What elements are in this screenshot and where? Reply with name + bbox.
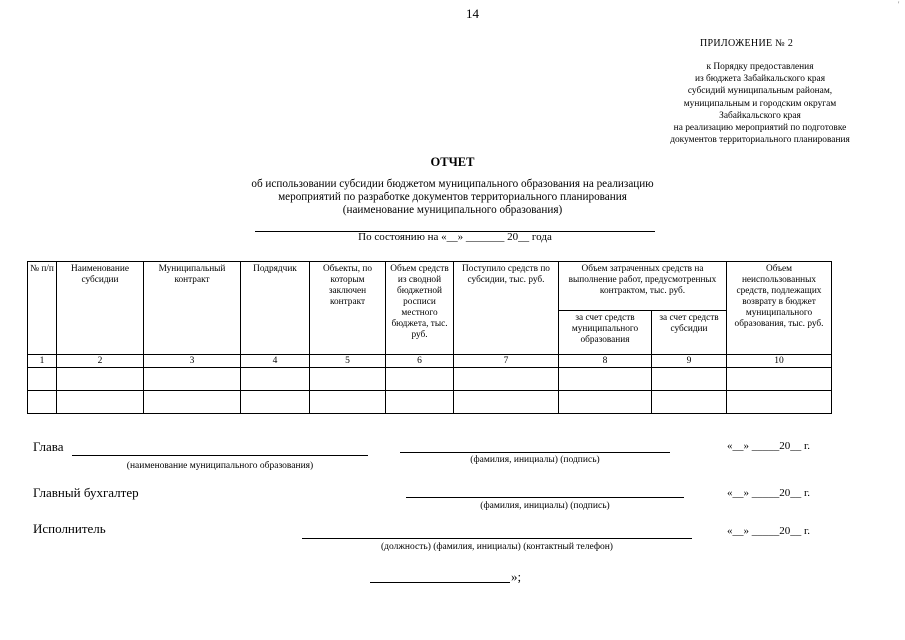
column-number-row <box>28 355 832 368</box>
header-unused: Объем неиспользованных средств, подлежащих возврату в бюджет муниципального образования, тыс. руб. <box>727 262 832 355</box>
header-contract: Муниципальный контракт <box>144 262 241 355</box>
reference-line: Забайкальского края <box>719 110 801 121</box>
subtitle-line: об использовании субсидии бюджетом муниципального образования на реализацию <box>251 178 654 190</box>
head-label: Глава <box>33 439 64 454</box>
column-number: 1 <box>28 355 57 368</box>
column-number: 3 <box>144 355 241 368</box>
reference-line: из бюджета Забайкальского края <box>694 74 826 85</box>
margin-mark: ' <box>898 0 900 9</box>
column-number: 10 <box>727 355 832 368</box>
accountant-date: «__» _____20__ г. <box>727 487 811 499</box>
header-contractor: Подрядчик <box>241 262 310 355</box>
head-date: «__» _____20__ г. <box>727 440 811 452</box>
header-number: № п/п <box>28 262 57 355</box>
column-number: 5 <box>310 355 386 368</box>
executor-label: Исполнитель <box>33 521 106 536</box>
accountant-signature-caption: (фамилия, инициалы) (подпись) <box>480 501 610 511</box>
reference-line: субсидий муниципальным районам, <box>687 86 833 97</box>
head-municipality-caption: (наименование муниципального образования) <box>126 461 314 471</box>
closing-mark: »; <box>511 569 522 584</box>
reference-line: документов территориального планирования <box>670 135 850 146</box>
executor-date: «__» _____20__ г. <box>727 525 811 537</box>
column-number: 9 <box>652 355 727 368</box>
column-number: 6 <box>386 355 454 368</box>
appendix-reference <box>620 61 900 146</box>
accountant-signature-line <box>406 497 684 498</box>
header-spent-municipal: за счет средств муниципального образования <box>559 311 652 355</box>
page-number: 14 <box>466 6 479 21</box>
reference-line: муниципальным и городским округам <box>683 98 837 109</box>
header-spent-subsidy: за счет средств субсидии <box>652 311 727 355</box>
executor-line <box>302 538 692 539</box>
table-row <box>28 391 832 414</box>
executor-caption: (должность) (фамилия, инициалы) (контактный телефон) <box>381 542 613 552</box>
header-received: Поступило средств по субсидии, тыс. руб. <box>454 262 559 355</box>
accountant-label: Главный бухгалтер <box>33 485 139 500</box>
reference-line: к Порядку предоставления <box>706 62 814 72</box>
header-budget-volume: Объем средств из сводной бюджетной росписи местного бюджета, тыс. руб. <box>386 262 454 355</box>
column-number: 2 <box>57 355 144 368</box>
header-spent: Объем затраченных средств на выполнение работ, предусмотренных контрактом, тыс. руб. <box>559 262 727 311</box>
report-title: ОТЧЕТ <box>430 155 475 169</box>
as-of-date: По состоянию на «__» _______ 20__ года <box>358 231 552 243</box>
subtitle-line: мероприятий по разработке документов территориального планирования <box>278 191 627 203</box>
reference-line: на реализацию мероприятий по подготовке <box>673 123 847 134</box>
head-signature-line <box>400 452 670 453</box>
table-row <box>28 368 832 391</box>
appendix-label: ПРИЛОЖЕНИЕ № 2 <box>700 38 794 49</box>
column-number: 4 <box>241 355 310 368</box>
report-table <box>27 261 832 414</box>
column-number: 8 <box>559 355 652 368</box>
subtitle-line: (наименование муниципального образования) <box>342 204 563 216</box>
head-signature-caption: (фамилия, инициалы) (подпись) <box>470 455 600 465</box>
column-number: 7 <box>454 355 559 368</box>
closing-line <box>370 582 510 583</box>
header-subsidy-name: Наименование субсидии <box>57 262 144 355</box>
head-municipality-line <box>72 455 368 456</box>
report-subtitle <box>150 178 755 217</box>
header-objects: Объекты, по которым заключен контракт <box>310 262 386 355</box>
